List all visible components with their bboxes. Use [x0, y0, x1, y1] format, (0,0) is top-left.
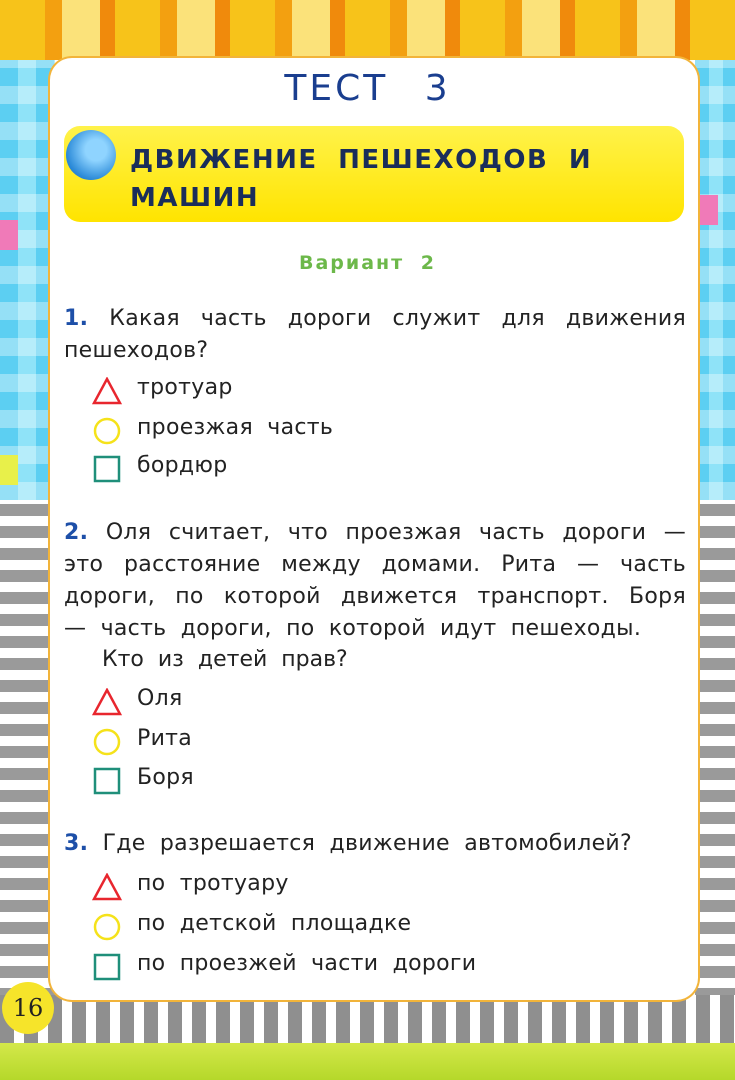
triangle-icon [92, 873, 122, 901]
circle-icon [92, 728, 122, 756]
blue-ball-icon [66, 130, 116, 180]
square-icon [92, 953, 122, 981]
decorative-left-border [0, 60, 55, 500]
answer-label: проезжая часть [137, 415, 334, 440]
question-text: Оля считает, что проезжая часть дороги — это расстояние между домами. Рита — часть дороги, по которой движется транспорт. Боря — часть дороги, по которой идут пешеходы. [64, 520, 687, 641]
decorative-bottom-stripes [0, 995, 735, 1043]
decorative-right-border [695, 60, 735, 500]
square-icon [92, 455, 122, 483]
question-number: 1. [64, 306, 89, 331]
question-text: Где разрешается движение автомобилей? [102, 831, 633, 856]
answer-label: тротуар [137, 375, 233, 400]
question-text: Какая часть дороги служит для движения пешеходов? [64, 306, 687, 363]
question-number: 2. [64, 520, 89, 545]
decorative-right-stripes [695, 500, 735, 1000]
answer-label: по проезжей части дороги [137, 951, 477, 976]
variant-label: Вариант 2 [298, 252, 436, 274]
decorative-top-border [0, 0, 735, 60]
decorative-left-stripes [0, 500, 55, 1000]
decorative-yellow-square [0, 455, 18, 485]
answer-label: по детской площадке [137, 911, 412, 936]
page-title: ТЕСТ 3 [284, 68, 451, 109]
answer-label: Оля [137, 686, 183, 711]
triangle-icon [92, 377, 122, 405]
decorative-bottom-band [0, 1043, 735, 1080]
answer-label: Рита [137, 726, 193, 751]
answer-label: Боря [137, 765, 194, 790]
answer-label: по тротуару [137, 871, 289, 896]
question-number: 3. [64, 831, 89, 856]
question-2 [64, 517, 686, 645]
question-3 [64, 828, 686, 860]
circle-icon [92, 417, 122, 445]
square-icon [92, 767, 122, 795]
page-number: 16 [2, 982, 54, 1034]
triangle-icon [92, 688, 122, 716]
question-1 [64, 303, 686, 367]
decorative-pink-square [0, 220, 18, 250]
decorative-pink-square [700, 195, 718, 225]
answer-label: бордюр [137, 453, 228, 478]
circle-icon [92, 913, 122, 941]
section-title: ДВИЖЕНИЕ ПЕШЕХОДОВ И МАШИН [130, 145, 593, 213]
subquestion-text: Кто из детей прав? [102, 647, 348, 672]
